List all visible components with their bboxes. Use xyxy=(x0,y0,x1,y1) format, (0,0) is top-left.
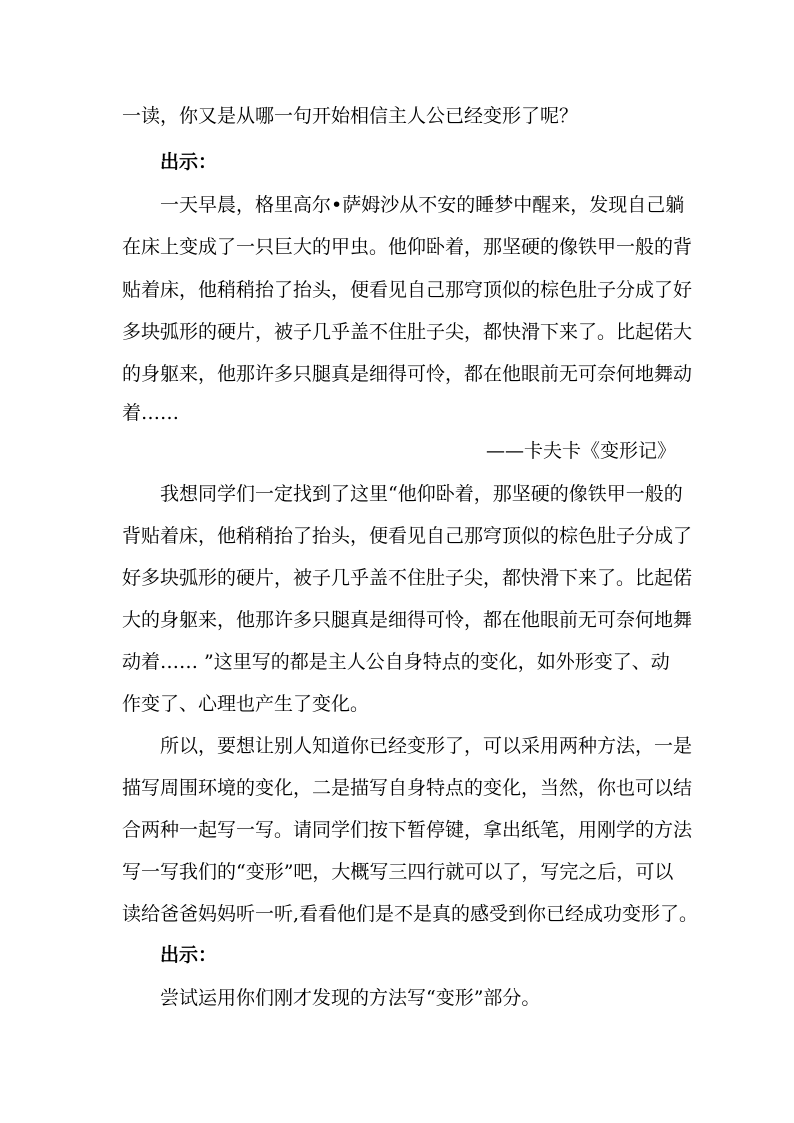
paragraph-line: 描写周围环境的变化，二是描写自身特点的变化，当然，你也可以结 xyxy=(122,777,693,799)
intro-line: 一读，你又是从哪一句开始相信主人公已经变形了呢？ xyxy=(122,105,579,127)
quote-attribution: ——卡夫卡《变形记》 xyxy=(485,440,676,462)
heading-show-1: 出示： xyxy=(160,151,218,173)
quote-line: 在床上变成了一只巨大的甲虫。他仰卧着，那坚硬的像铁甲一般的背 xyxy=(122,236,693,258)
paragraph-line: 背贴着床，他稍稍抬了抬头，便看见自己那穹顶似的棕色肚子分成了 xyxy=(122,525,693,547)
paragraph-line: 动着…… ”这里写的都是主人公自身特点的变化，如外形变了、动 xyxy=(122,651,670,673)
heading-show-2: 出示： xyxy=(160,944,218,966)
paragraph-line: 我想同学们一定找到了这里“他仰卧着，那坚硬的像铁甲一般的 xyxy=(160,483,683,505)
paragraph-line: 好多块弧形的硬片，被子几乎盖不住肚子尖，都快滑下来了。比起偌 xyxy=(122,567,693,589)
paragraph-line: 写一写我们的“变形”吧，大概写三四行就可以了，写完之后，可以 xyxy=(122,861,674,883)
paragraph-line: 作变了、心理也产生了变化。 xyxy=(122,693,370,715)
quote-line: 贴着床，他稍稍抬了抬头，便看见自己那穹顶似的棕色肚子分成了好 xyxy=(122,279,693,301)
paragraph-line: 所以，要想让别人知道你已经变形了，可以采用两种方法，一是 xyxy=(160,735,693,757)
final-line: 尝试运用你们刚才发现的方法写“变形”部分。 xyxy=(160,987,541,1009)
paragraph-line: 合两种一起写一写。请同学们按下暂停键，拿出纸笔，用刚学的方法 xyxy=(122,819,693,841)
quote-line: 一天早晨，格里高尔•萨姆沙从不安的睡梦中醒来，发现自己躺 xyxy=(160,194,685,216)
paragraph-line: 读给爸爸妈妈听一听,看看他们是不是真的感受到你已经成功变形了。 xyxy=(122,903,699,925)
quote-line: 着…… xyxy=(122,402,180,424)
quote-line: 多块弧形的硬片，被子几乎盖不住肚子尖，都快滑下来了。比起偌大 xyxy=(122,321,693,343)
paragraph-line: 大的身躯来，他那许多只腿真是细得可怜，都在他眼前无可奈何地舞 xyxy=(122,609,693,631)
quote-line: 的身躯来，他那许多只腿真是细得可怜，都在他眼前无可奈何地舞动 xyxy=(122,363,693,385)
